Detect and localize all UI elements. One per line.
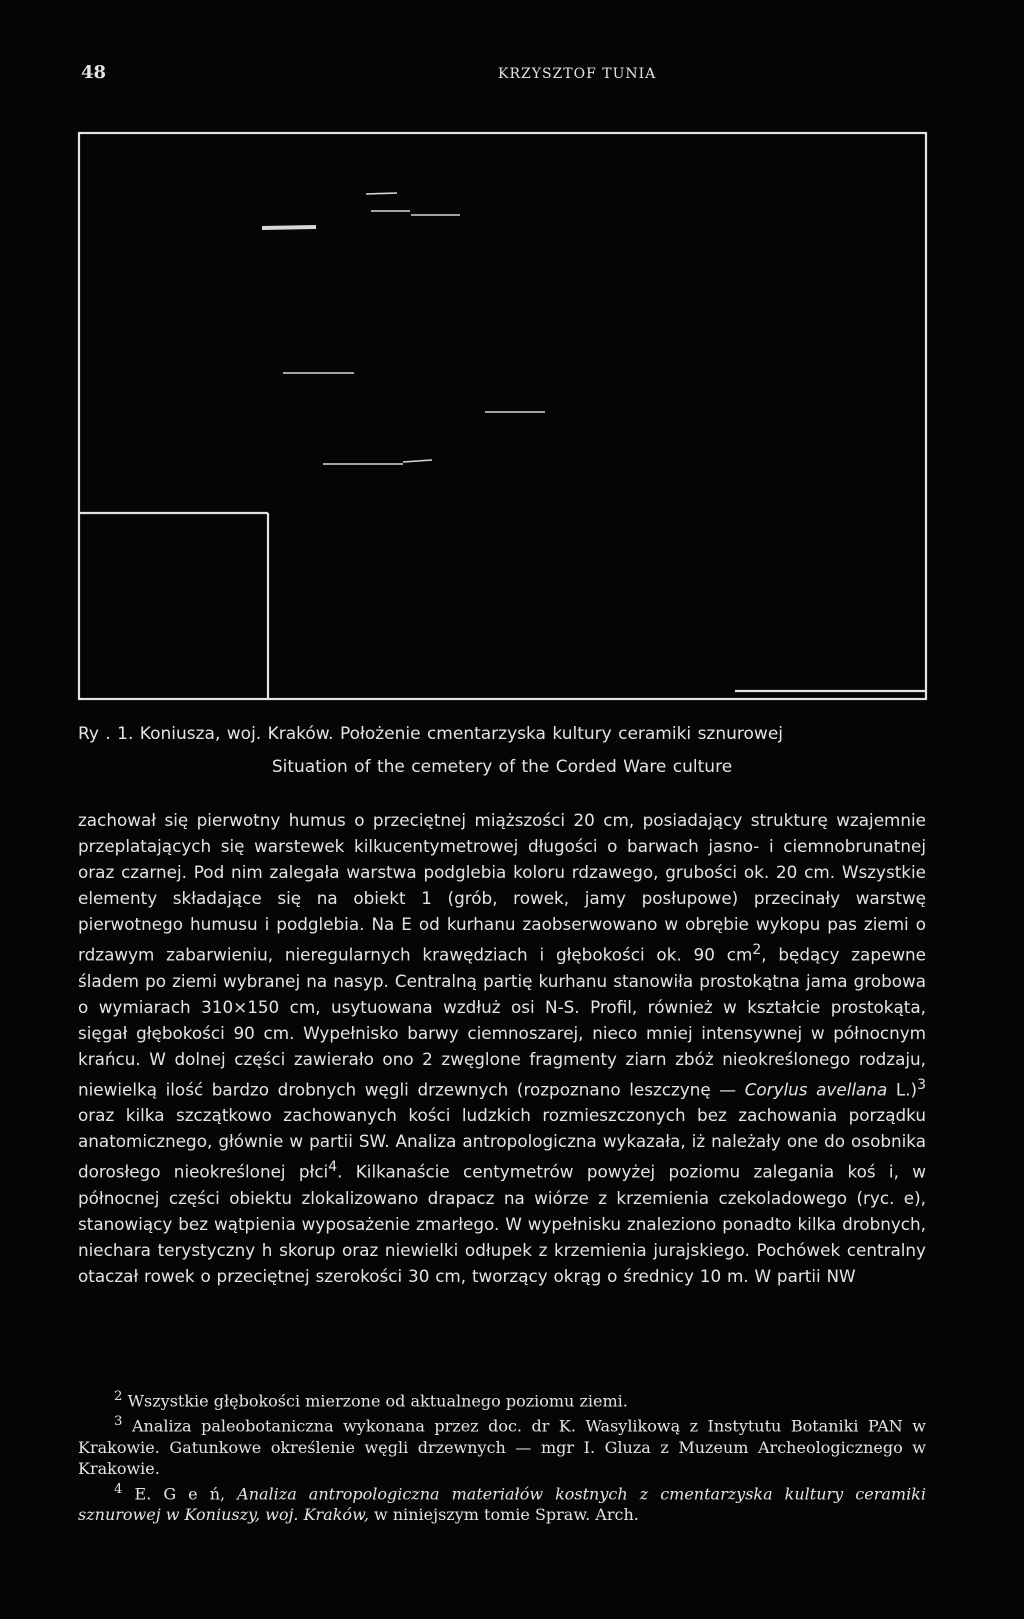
species-name: Corylus avellana — [744, 1079, 888, 1100]
caption-polish — [78, 718, 926, 751]
footnote-text: Analiza paleobotaniczna wykonana przez doc. dr K. Wasylikową z Instytutu Botaniki PAN w Krakowie. Gatunkowe określenie węgli drzewnych — mgr I. Gluza z Muzeum Archeologicznego w Krakowie. — [78, 1416, 926, 1478]
body-text-part: L.) — [887, 1079, 918, 1100]
plan-trace-1 — [366, 193, 397, 194]
body-text — [78, 807, 926, 1289]
figure-label: Ry . 1. — [78, 724, 134, 744]
footnote-4 — [78, 1479, 926, 1525]
footnote-ref[interactable]: 4 — [328, 1159, 338, 1176]
footnotes — [78, 1386, 926, 1525]
footnote-author: E. G e ń, — [122, 1483, 238, 1503]
plan-trace-2 — [262, 227, 316, 228]
footnote-text: Wszystkie głębokości mierzone od aktualnego poziomu ziemi. — [122, 1391, 628, 1411]
footnote-ref[interactable]: 3 — [917, 1076, 926, 1093]
footnote-mark: 2 — [114, 1389, 123, 1404]
body-paragraph — [78, 807, 926, 1289]
footnote-3 — [78, 1411, 926, 1478]
page-number: 48 — [81, 62, 107, 83]
figure-frame — [79, 133, 926, 699]
body-text-part: . Kilkanaście centymetrów powyżej poziomu zalegania koś i, w północnej części obiektu zlokalizowano drapacz na wiórze z krzemienia czekoladowego (ryc. e), stanowiący bez wątpienia wyposażenie zmarłego. W wypełnisku znaleziono ponadto kilka drobnych, niechara terystyczny h skorup oraz niewielki odłupek z krzemienia jurajskiego. Pochówek centralny otaczał rowek o przeciętnej szerokości 30 cm, tworzący okrąg o średnicy 10 m. W partii NW — [78, 1161, 926, 1286]
body-text-part: , będący zapewne śladem po ziemi wybranej na nasyp. Centralną partię kurhanu stanowiła prostokątna jama grobowa o wymiarach 310×150 cm, usytuowana wzdłuż osi N-S. Profil, również w kształcie prostokąta, sięgał głębokości 90 cm. Wypełnisko barwy ciemnoszarej, nieco mniej intensywnej w północnym krańcu. W dolnej części zawierało ono 2 zwęglone fragmenty ziarn zbóż nieokreślonego rodzaju, niewielką ilość bardzo drobnych węgli drzewnych (rozpoznano leszczynę — — [78, 944, 926, 1100]
body-text-part: zachował się pierwotny humus o przeciętnej miąższości 20 cm, posiadający strukturę wzajemnie przeplatających się warstewek kilkucentymetrowej długości o barwach jasno- i ciemnobrunatnej oraz czarnej. Pod nim zalegała warstwa podglebia koloru rdzawego, grubości ok. 20 cm. Wszystkie elementy składające się na obiekt 1 (grób, rowek, jamy posłupowe) przecinały warstwę pierwotnego humusu i podglebia. Na E od kurhanu zaobserwowano w obrębie wykopu pas ziemi o rdzawym zabarwieniu, nieregularnych krawędziach i głębokości ok. 90 cm — [78, 810, 926, 965]
running-head: KRZYSZTOF TUNIA — [498, 66, 657, 82]
footnote-text: w niniejszym tomie Spraw. Arch. — [368, 1504, 639, 1524]
footnote-mark: 3 — [114, 1414, 123, 1430]
body-text-part: oraz kilka szczątkowo zachowanych kości ludzkich rozmieszczonych bez zachowania porządku anatomicznego, głównie w partii SW. Analiza antropologiczna wykazała, iż należały one do osobnika dorosłego nieokreślonej płci — [78, 1105, 926, 1182]
figure-caption — [78, 718, 926, 784]
footnote-mark: 4 — [114, 1481, 123, 1497]
footnote-ref[interactable]: 2 — [752, 942, 762, 958]
plan-trace-8 — [403, 460, 432, 462]
caption-english: Situation of the cemetery of the Corded Ware culture — [271, 757, 733, 777]
footnote-2 — [78, 1386, 926, 1411]
site-plan-figure — [0, 0, 1024, 720]
footnote-title: Analiza antropologiczna materiałów kostnych z cmentarzyska kultury ceramiki sznurowej w Koniuszy, woj. Kraków, — [78, 1483, 926, 1524]
caption-polish-text: Koniusza, woj. Kraków. Położenie cmentarzyska kultury ceramiki sznurowej — [139, 724, 783, 744]
